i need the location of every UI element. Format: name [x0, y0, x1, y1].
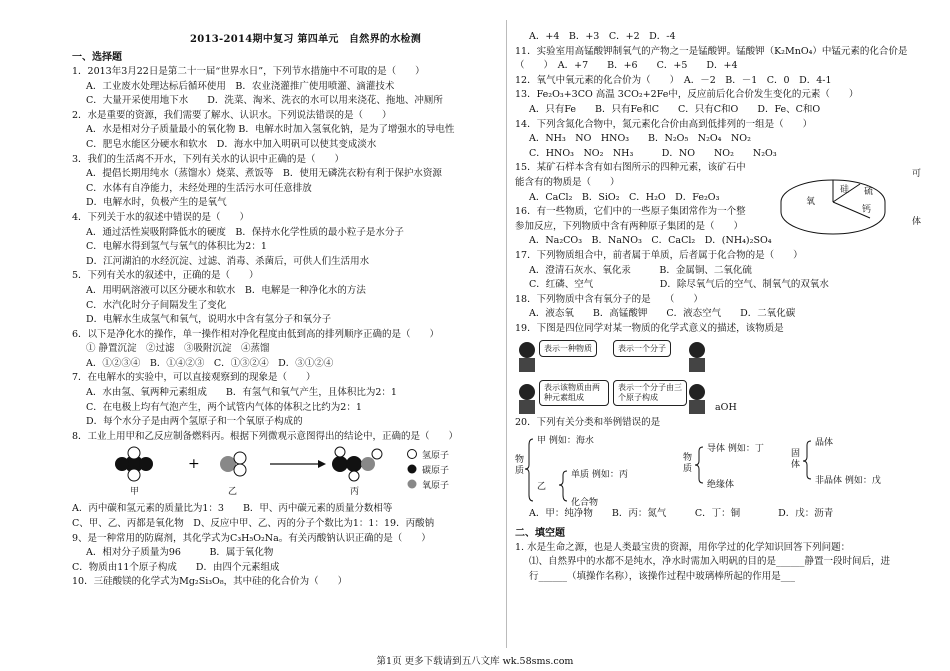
option-line: A．①②③④ B．①④②③ C．①③②④ D．③①②④ [86, 357, 334, 369]
tree1-root: 物质 [515, 455, 525, 477]
option-line: C．水汽化时分子间隔发生了变化 [86, 299, 227, 311]
pie-label-s: 硫 [864, 187, 874, 197]
question-line: 17．下列物质组合中，前者属于单质，后者属于化合物的是（ ） [515, 249, 803, 261]
pie-label-o: 氧 [806, 197, 816, 207]
page-title: 2013-2014期中复习 第四单元 自然界的水检测 [190, 34, 422, 45]
question-line: 1．2013年3月22日是第二十一届“世界水日”，下列节水措施中不可取的是（ ） [72, 66, 425, 77]
option-line: A．水由氢、氧两种元素组成 B．有氢气和氧气产生，且体积比为2：1 [86, 387, 397, 399]
question-line: 能含有的物质是（ ） [515, 176, 620, 188]
question-line: 12．氧气中氧元素的化合价为（ ） A．－2 B．－1 C．0 D．4-1 [515, 74, 832, 86]
option-line: A．CaCl₂ B．SiO₂ C．H₂O D．Fe₂O₃ [529, 191, 720, 203]
speech-bubble: 表示一个分子由三个原子构成 [613, 380, 687, 406]
pie-side-text-b: 体 [912, 217, 922, 227]
q19-figure [515, 336, 935, 416]
tree3-branch-b: 非晶体 例如：戊 [815, 476, 881, 487]
legend-o-swatch [408, 480, 417, 489]
molecule-yi [220, 452, 246, 476]
question-line: 8．工业上用甲和乙反应制备燃料丙。根据下列微观示意图得出的结论中，正确的是（ ） [72, 430, 459, 442]
question-line: ⑴、自然界中的水都不是纯水，净水时需加入明矾的目的是______静置一段时间后，进 [529, 556, 891, 568]
option-line: A．相对分子质量为96 B．属于氧化物 [86, 547, 274, 559]
column-divider [506, 20, 507, 648]
pie-label-si: 硅 [840, 185, 850, 195]
question-line: 2．水是重要的资源，我们需要了解水、认识水。下列说法错误的是（ ） [72, 109, 392, 121]
option-line: D．电解水生成氢气和氧气，说明水中含有氢分子和氧分子 [86, 314, 332, 326]
plus-sign: + [188, 456, 200, 473]
option-line: C．在电极上均有气泡产生，两个试管内气体的体积之比约为2：1 [86, 401, 362, 413]
legend-hydrogen: 氢原子 [422, 451, 450, 462]
option-line: A．用明矾溶液可以区分硬水和软水 B．电解是一种净化水的方法 [86, 284, 366, 296]
question-line: 15．某矿石样本含有如右图所示的四种元素，该矿石中 [515, 162, 746, 174]
speech-bubble: 表示一种物质 [539, 340, 597, 357]
question-line: 11．实验室用高锰酸钾制氧气的产物之一是锰酸钾。锰酸钾（K₂MnO₄）中锰元素的化合价是 [515, 45, 908, 57]
legend-c-swatch [408, 465, 417, 474]
option-line: ① 静置沉淀 ②过滤 ③吸附沉淀 ④蒸馏 [86, 343, 270, 355]
tree2-root: 物质 [683, 453, 693, 475]
option-line: A．+4 B．+3 C．+2 D．-4 [529, 31, 676, 42]
left-column [72, 46, 492, 590]
option-line: A．水是相对分子质量最小的氧化物 B．电解水时加入氢氧化钠，是为了增强水的导电性 [86, 124, 455, 136]
option-line: A．Na₂CO₃ B．NaNO₃ C．CaCl₂ D．(NH₄)₂SO₄ [529, 235, 772, 247]
tree2-branch-a: 导体 例如：丁 [707, 444, 764, 455]
question-line: 参加反应，下列物质中含有两种原子集团的是（ ） [515, 220, 744, 232]
q20-trees [515, 431, 935, 507]
page-footer: 第1页 更多下载请到五八文库 wk.58sms.com [376, 656, 574, 667]
pie-side-text-a: 可 [912, 169, 922, 179]
tree2-branch-b: 绝缘体 [707, 480, 735, 491]
question-line: 6．以下是净化水的操作，单一操作相对净化程度由低到高的排列顺序正确的是（ ） [72, 328, 440, 340]
question-line: 14．下列含氮化合物中，氮元素化合价由高到低排列的一组是（ ） [515, 118, 813, 130]
tree1-branch-a: 甲 例如：海水 [537, 436, 594, 447]
option-line: A．工业废水处理达标后循环使用 B．农业浇灌推广使用喷灌、滴灌技术 [86, 80, 395, 92]
legend-oxygen: 氧原子 [422, 481, 450, 492]
legend-h-swatch [408, 450, 417, 459]
pie-label-ca: 钙 [862, 205, 872, 215]
option-line: A．甲：纯净物 B．丙：氮气 C．丁：铜 D．戊：沥青 [529, 508, 834, 520]
question-line: 13．Fe₂O₃+3CO 高温 3CO₂+2Fe中，反应前后化合价发生变化的元素（ ） [515, 89, 859, 101]
label-jia: 甲 [130, 487, 140, 498]
question-line: 4．下列关于水的叙述中错误的是（ ） [72, 211, 250, 223]
molecule-jia [115, 447, 153, 481]
label-bing: 丙 [350, 487, 360, 498]
option-line: A．丙中碳和氢元素的质量比为1：3 B．甲、丙中碳元素的质量分数相等 [72, 503, 393, 515]
section-heading-fill: 二、填空题 [515, 527, 565, 539]
mineral-pie-figure [778, 170, 928, 240]
label-yi: 乙 [228, 487, 238, 498]
tree1-sub-a: 单质 例如：丙 [571, 470, 628, 481]
option-line: C、甲、乙、丙都是氧化物 D、反应中甲、乙、丙的分子个数比为1：1：19．丙酸钠 [72, 518, 435, 530]
question-line: 20．下列有关分类和举例错误的是 [515, 417, 661, 429]
person-icon [519, 342, 535, 372]
question-line: 9、是一种常用的防腐剂，其化学式为C₃H₅O₂Na。有关丙酸钠认识正确的是（ ） [72, 532, 431, 544]
option-line: D．每个水分子是由两个氢原子和一个氧原子构成的 [86, 416, 303, 428]
option-line: C．大量开采使用地下水 D．洗菜、淘米、洗衣的水可以用来浇花、拖地、冲厕所 [86, 95, 443, 107]
speech-bubble: 表示一个分子 [613, 340, 671, 357]
question-line: 7．在电解水的实验中，可以直接观察到的现象是（ ） [72, 372, 316, 384]
speech-bubble: 表示该物质由两种元素组成 [539, 380, 609, 406]
option-line: A．NH₃ NO HNO₃ B．N₂O₅ N₂O₄ NO₂ [529, 133, 751, 145]
person-icon [689, 342, 705, 372]
mineral-pie-svg [778, 170, 888, 240]
tree3-branch-a: 晶体 [815, 438, 834, 449]
option-line: A．提倡长期用纯水（蒸馏水）烧菜、煮饭等 B．使用无磷洗衣粉有利于保护水资源 [86, 168, 442, 180]
reaction-diagram [72, 444, 492, 502]
option-line: C．HNO₃ NO₂ NH₃ D．NO NO₂ N₂O₃ [529, 147, 777, 159]
q19-tail-text: aOH [715, 402, 737, 414]
section-heading-choice: 一、选择题 [72, 52, 122, 63]
question-line: 19．下图是四位同学对某一物质的化学式意义的描述，该物质是 [515, 322, 784, 334]
person-icon [689, 384, 705, 414]
question-line: 3．我们的生活离不开水，下列有关水的认识中正确的是（ ） [72, 153, 345, 165]
question-line: 5．下列有关水的叙述中，正确的是（ ） [72, 270, 259, 282]
option-line: D．电解水时，负极产生的是氧气 [86, 197, 227, 209]
question-line: 10．三硅酸镁的化学式为Mg₂Si₃O₈，其中硅的化合价为（ ） [72, 576, 348, 588]
option-line: A．只有Fe B．只有Fe和C C．只有C和O D．Fe、C和O [529, 103, 821, 115]
tree3-root: 固体 [791, 449, 801, 471]
right-column [515, 30, 935, 584]
question-line: 18．下列物质中含有氧分子的是 （ ） [515, 293, 703, 305]
molecule-bing [332, 447, 382, 481]
option-line: A．液态氧 B．高锰酸钾 C．液态空气 D．二氧化碳 [529, 308, 796, 320]
option-line: C．电解水得到氢气与氧气的体积比为2：1 [86, 241, 267, 253]
option-line: C．红磷、空气 D．除尽氧气后的空气、制氧气的双氧水 [529, 279, 829, 291]
option-line: C．肥皂水能区分硬水和软水 D．海水中加入明矾可以使其变成淡水 [86, 138, 377, 150]
option-line: C．水体有自净能力，未经处理的生活污水可任意排放 [86, 182, 312, 194]
person-icon [519, 384, 535, 414]
option-line: C．物质由11个原子构成 D．由四个元素组成 [72, 561, 280, 573]
option-line: A．澄清石灰水、氧化汞 B．金属铜、二氧化硫 [529, 264, 752, 276]
tree1-sub-b: 化合物 [571, 498, 599, 509]
tree1-branch-b: 乙 [537, 482, 547, 493]
option-line: （ ） A．+7 B．+6 C．+5 D．+4 [515, 60, 738, 72]
option-line: A．通过活性炭吸附降低水的硬度 B．保持水化学性质的最小粒子是水分子 [86, 226, 404, 238]
question-line: 16．有一些物质，它们中的一些原子集团常作为一个整 [515, 206, 746, 218]
legend-carbon: 碳原子 [422, 466, 450, 477]
option-line: D．江河湖泊的水经沉淀、过滤、消毒、杀菌后，可供人们生活用水 [86, 255, 370, 267]
question-line: 1. 水是生命之源，也是人类最宝贵的资源，用你学过的化学知识回答下列问题： [515, 541, 851, 553]
question-line: 行______（填操作名称），该操作过程中玻璃棒所起的作用是___ [529, 570, 796, 582]
